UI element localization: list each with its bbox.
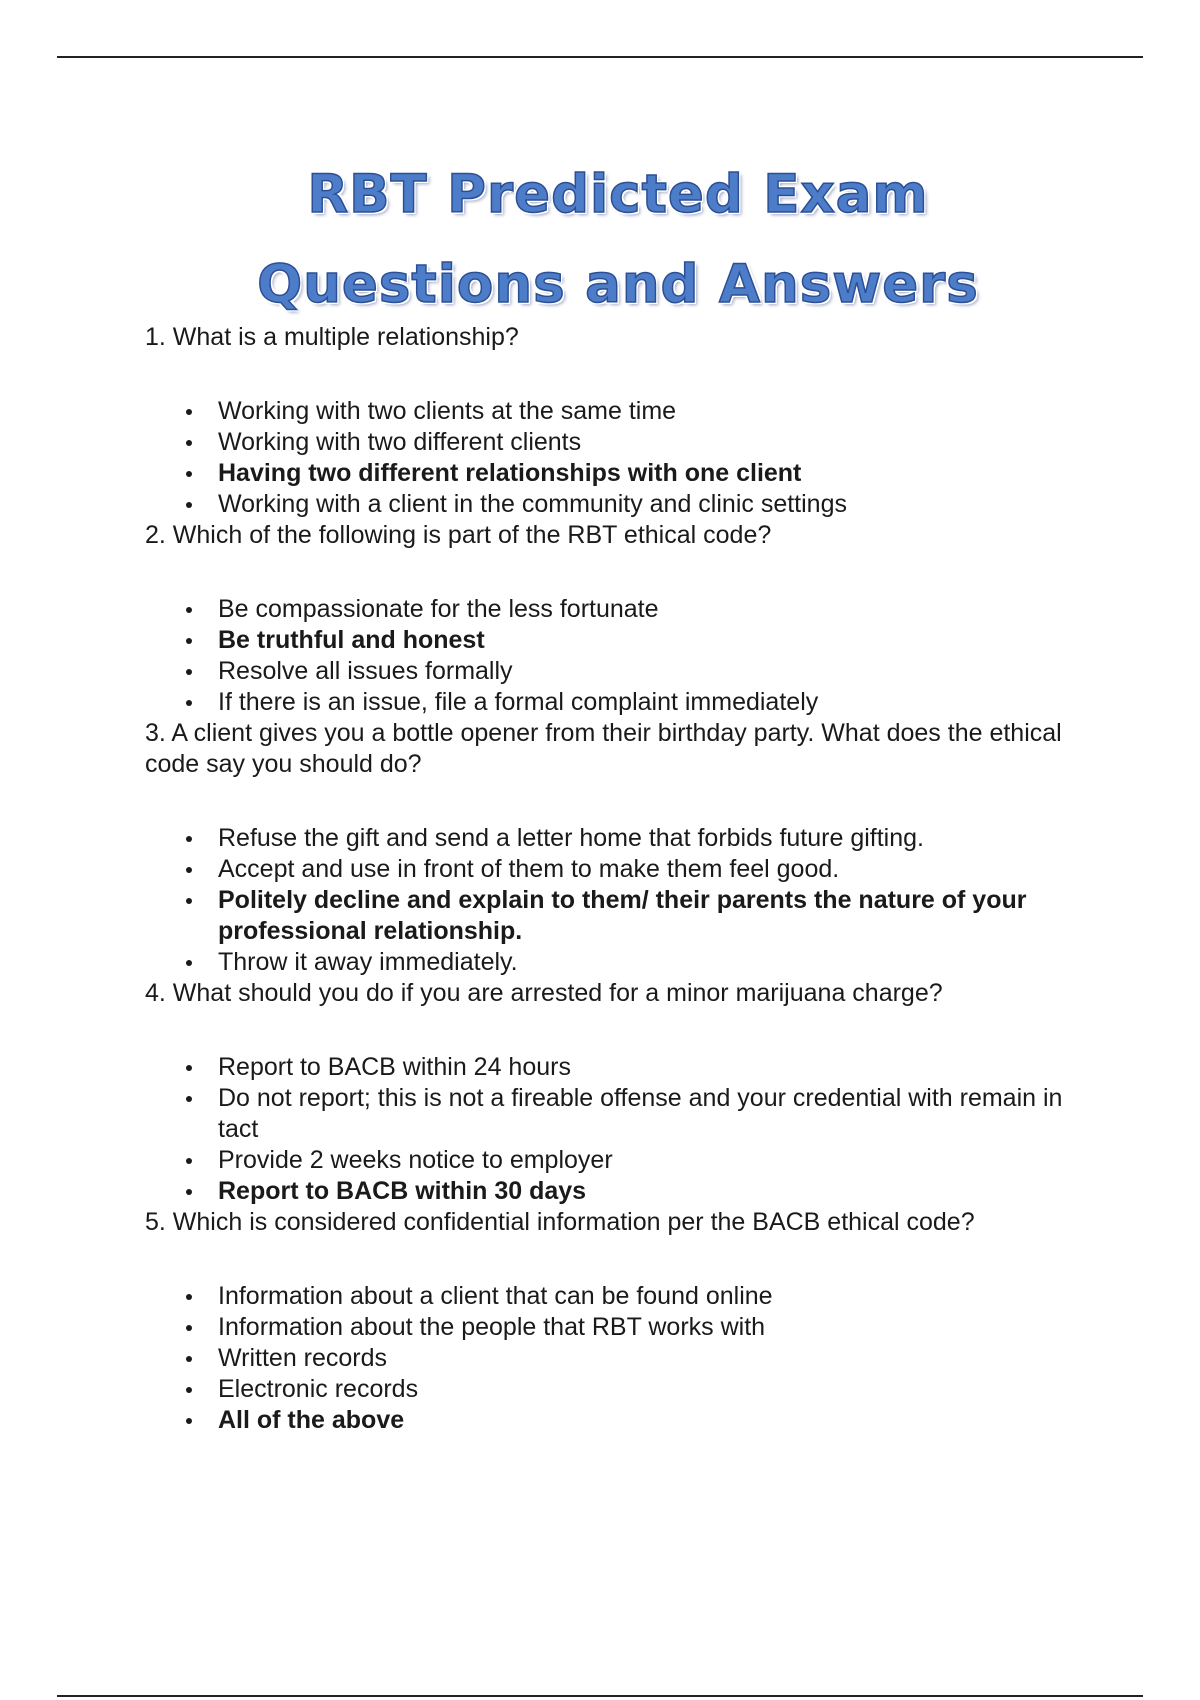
answer-option: Accept and use in front of them to make them feel good. (145, 854, 1075, 885)
answer-option: Information about a client that can be found online (145, 1281, 1075, 1312)
question-block (145, 718, 1075, 978)
document-title (0, 150, 1200, 330)
answer-option: Do not report; this is not a fireable offense and your credential with remain in tact (145, 1083, 1075, 1145)
question-block (145, 978, 1075, 1207)
title-line-2: Questions and Answers (257, 254, 979, 315)
answer-options (145, 1281, 1075, 1436)
answer-option: Written records (145, 1343, 1075, 1374)
question-block (145, 1207, 1075, 1436)
answer-options (145, 396, 1075, 520)
answer-option: Working with a client in the community and clinic settings (145, 489, 1075, 520)
answer-option-correct: All of the above (145, 1405, 1075, 1436)
questions-list (145, 322, 1075, 1436)
answer-option: Provide 2 weeks notice to employer (145, 1145, 1075, 1176)
answer-options (145, 823, 1075, 978)
question-text: 3. A client gives you a bottle opener from their birthday party. What does the ethical code say you should do? (145, 719, 1062, 778)
question-block (145, 322, 1075, 520)
answer-option: Refuse the gift and send a letter home that forbids future gifting. (145, 823, 1075, 854)
question-text: 1. What is a multiple relationship? (145, 323, 519, 351)
answer-options (145, 594, 1075, 718)
question-text: 5. Which is considered confidential information per the BACB ethical code? (145, 1208, 975, 1236)
answer-option: Throw it away immediately. (145, 947, 1075, 978)
answer-option-correct: Having two different relationships with one client (145, 458, 1075, 489)
question-block (145, 520, 1075, 718)
answer-option-correct: Be truthful and honest (145, 625, 1075, 656)
top-rule (57, 56, 1143, 58)
answer-option: Be compassionate for the less fortunate (145, 594, 1075, 625)
question-text: 2. Which of the following is part of the RBT ethical code? (145, 521, 772, 549)
answer-option: If there is an issue, file a formal complaint immediately (145, 687, 1075, 718)
answer-option: Information about the people that RBT works with (145, 1312, 1075, 1343)
answer-option: Report to BACB within 24 hours (145, 1052, 1075, 1083)
answer-option-correct: Report to BACB within 30 days (145, 1176, 1075, 1207)
question-text: 4. What should you do if you are arrested for a minor marijuana charge? (145, 979, 943, 1007)
answer-option: Electronic records (145, 1374, 1075, 1405)
answer-option: Working with two clients at the same time (145, 396, 1075, 427)
bottom-rule (57, 1695, 1143, 1697)
answer-option: Working with two different clients (145, 427, 1075, 458)
title-line-1: RBT Predicted Exam (307, 164, 929, 225)
answer-option-correct: Politely decline and explain to them/ their parents the nature of your professional relationship. (145, 885, 1075, 947)
answer-option: Resolve all issues formally (145, 656, 1075, 687)
answer-options (145, 1052, 1075, 1207)
